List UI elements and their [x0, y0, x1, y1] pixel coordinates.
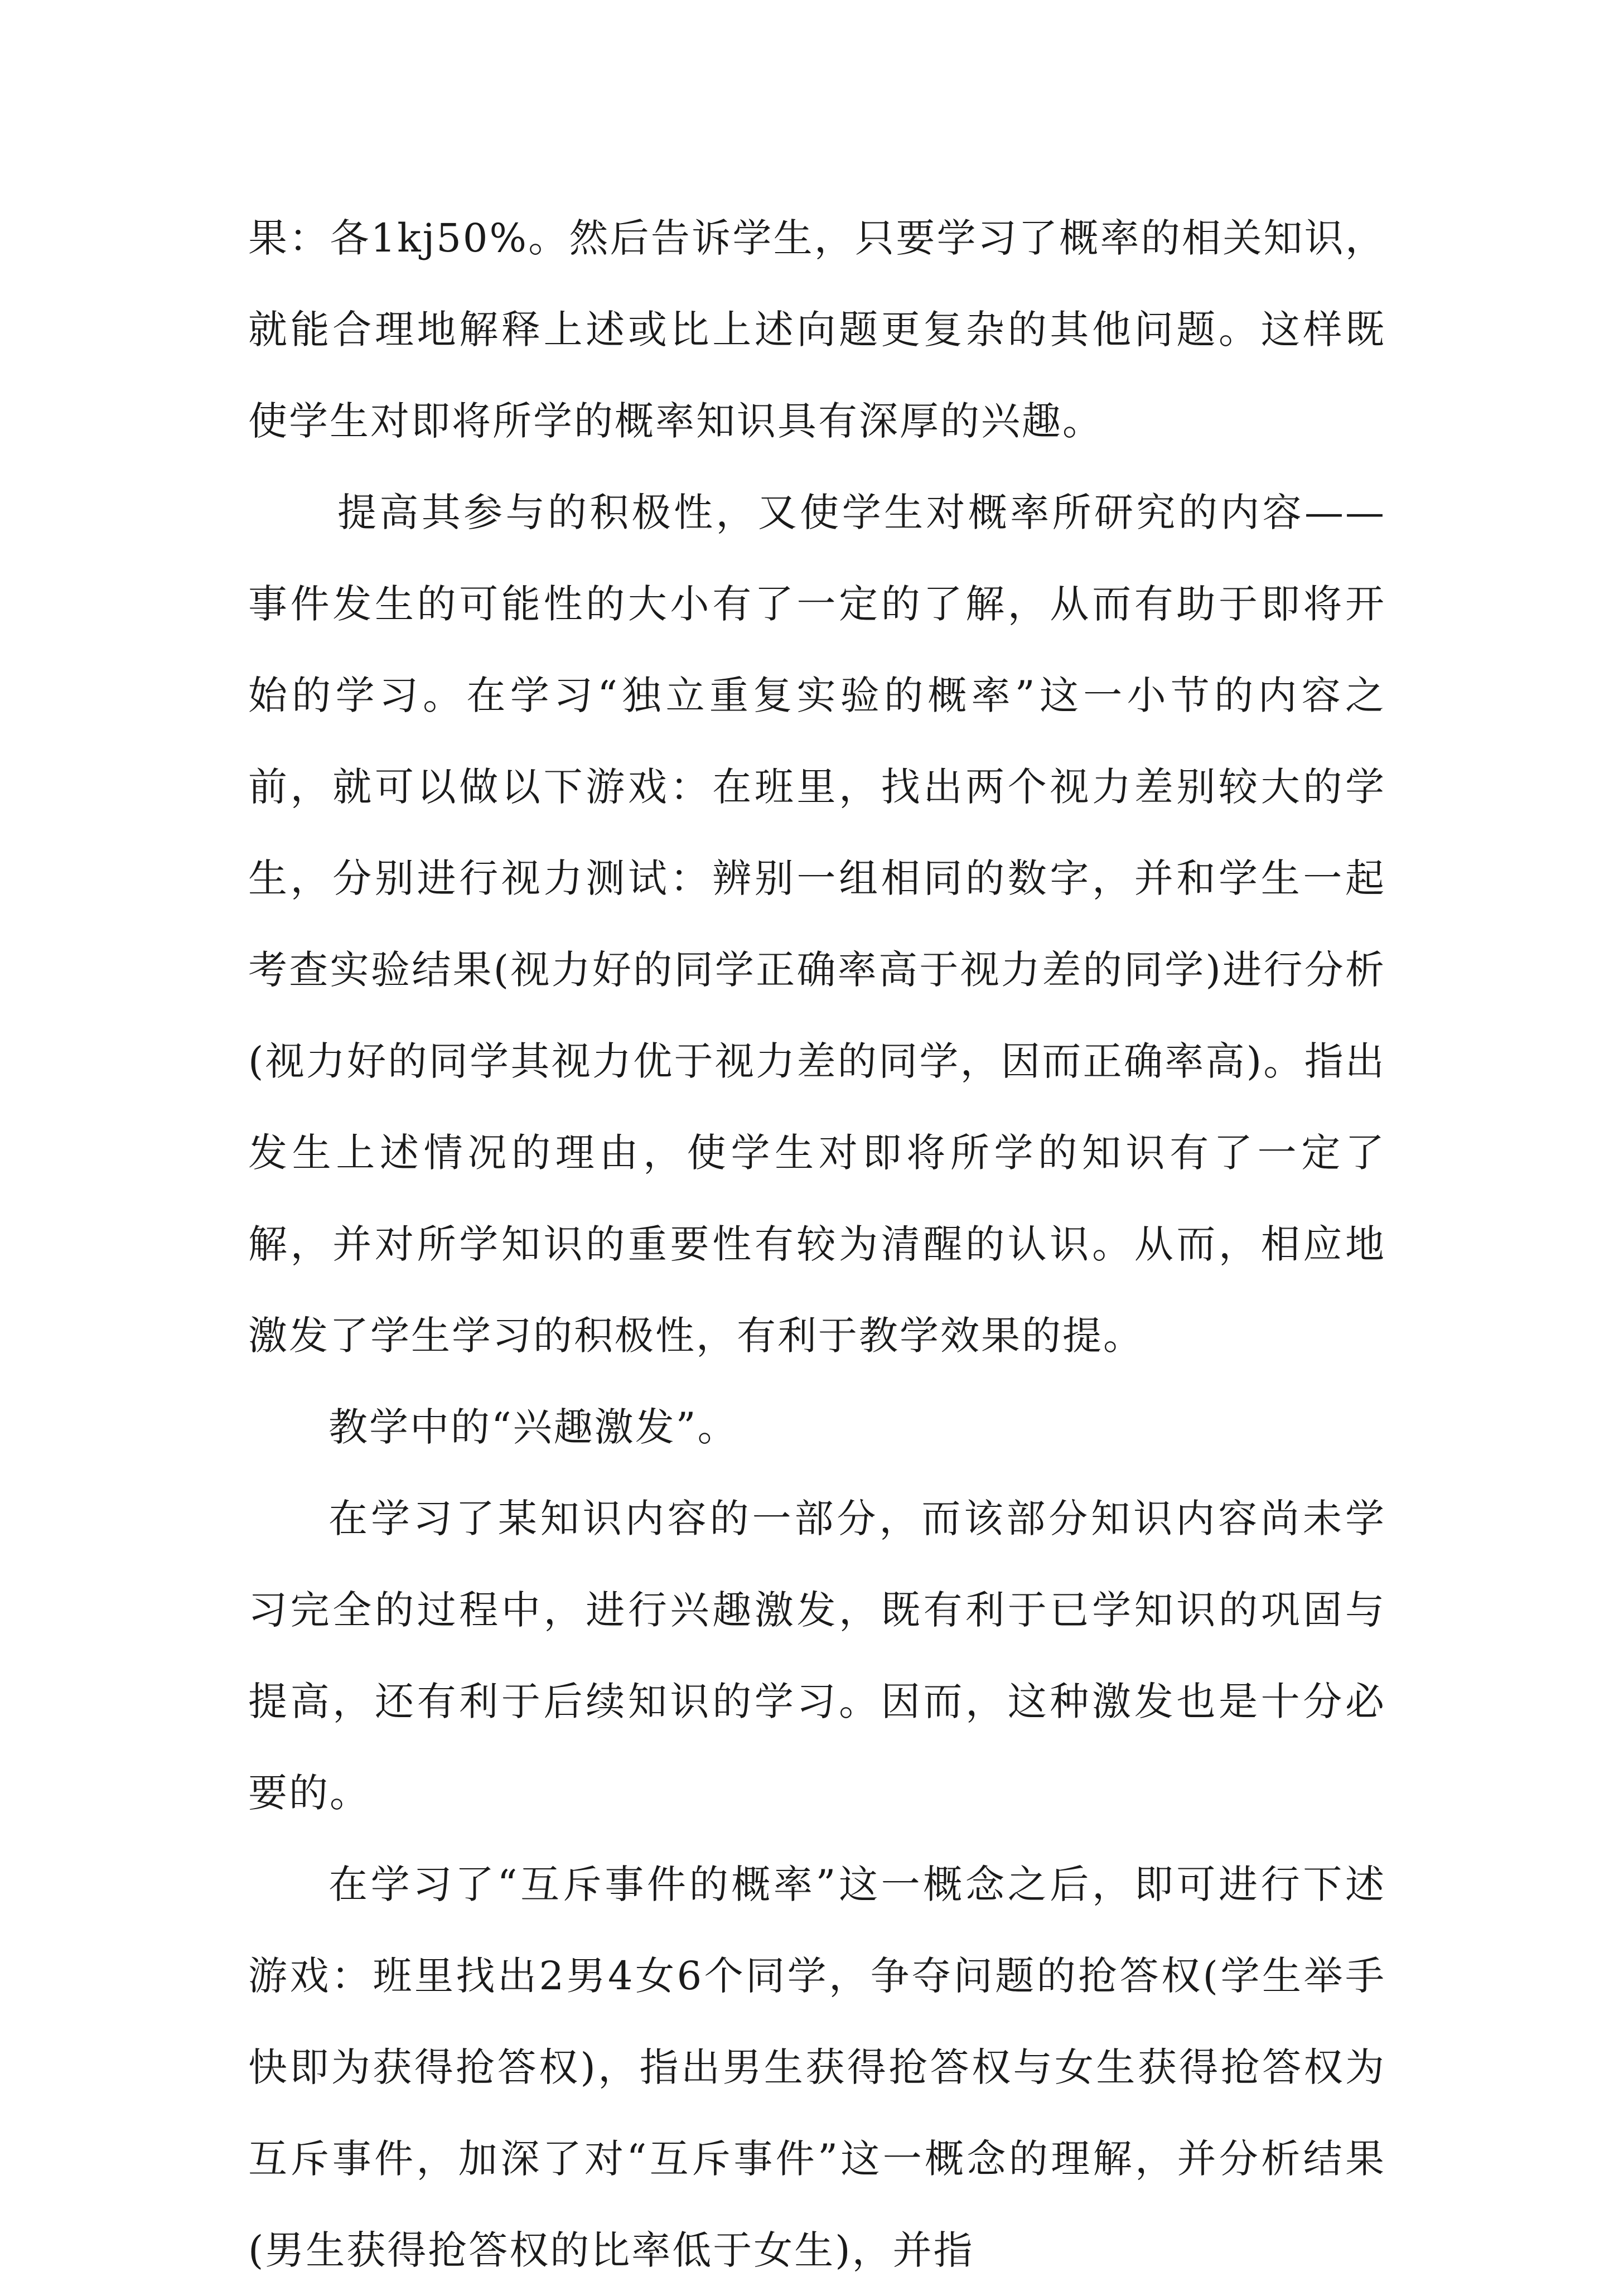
body-text: [248, 192, 1386, 2296]
paragraph: 在学习了某知识内容的一部分，而该部分知识内容尚未学习完全的过程中，进行兴趣激发，既有利于已学知识的巩固与提高，还有利于后续知识的学习。因而，这种激发也是十分必要的。: [248, 1496, 1386, 1816]
paragraph: 提高其参与的积极性，又使学生对概率所研究的内容——事件发生的可能性的大小有了一定的了解，从而有助于即将开始的学习。在学习“独立重复实验的概率”这一小节的内容之前，就可以做以下游戏：在班里，找出两个视力差别较大的学生，分别进行视力测试：辨别一组相同的数字，并和学生一起考查实验结果(视力好的同学正确率高于视力差的同学)进行分析(视力好的同学其视力优于视力差的同学，因而正确率高)。指出发生上述情况的理由，使学生对即将所学的知识有了一定了解，并对所学知识的重要性有较为清醒的认识。从而，相应地激发了学生学习的积极性，有利于教学效果的提。: [248, 490, 1386, 1359]
paragraph: 在学习了“互斥事件的概率”这一概念之后，即可进行下述游戏：班里找出2男4女6个同学，争夺问题的抢答权(学生举手快即为获得抢答权)，指出男生获得抢答权与女生获得抢答权为互斥事件，加深了对“互斥事件”这一概念的理解，并分析结果(男生获得抢答权的比率低于女生)，并指: [248, 1862, 1386, 2273]
section-heading: 教学中的“兴趣激发”。: [328, 1404, 738, 1450]
paragraph-continuation: 果：各1kj50%。然后告诉学生，只要学习了概率的相关知识，就能合理地解释上述或比上述向题更复杂的其他问题。这样既使学生对即将所学的概率知识具有深厚的兴趣。: [248, 215, 1386, 444]
